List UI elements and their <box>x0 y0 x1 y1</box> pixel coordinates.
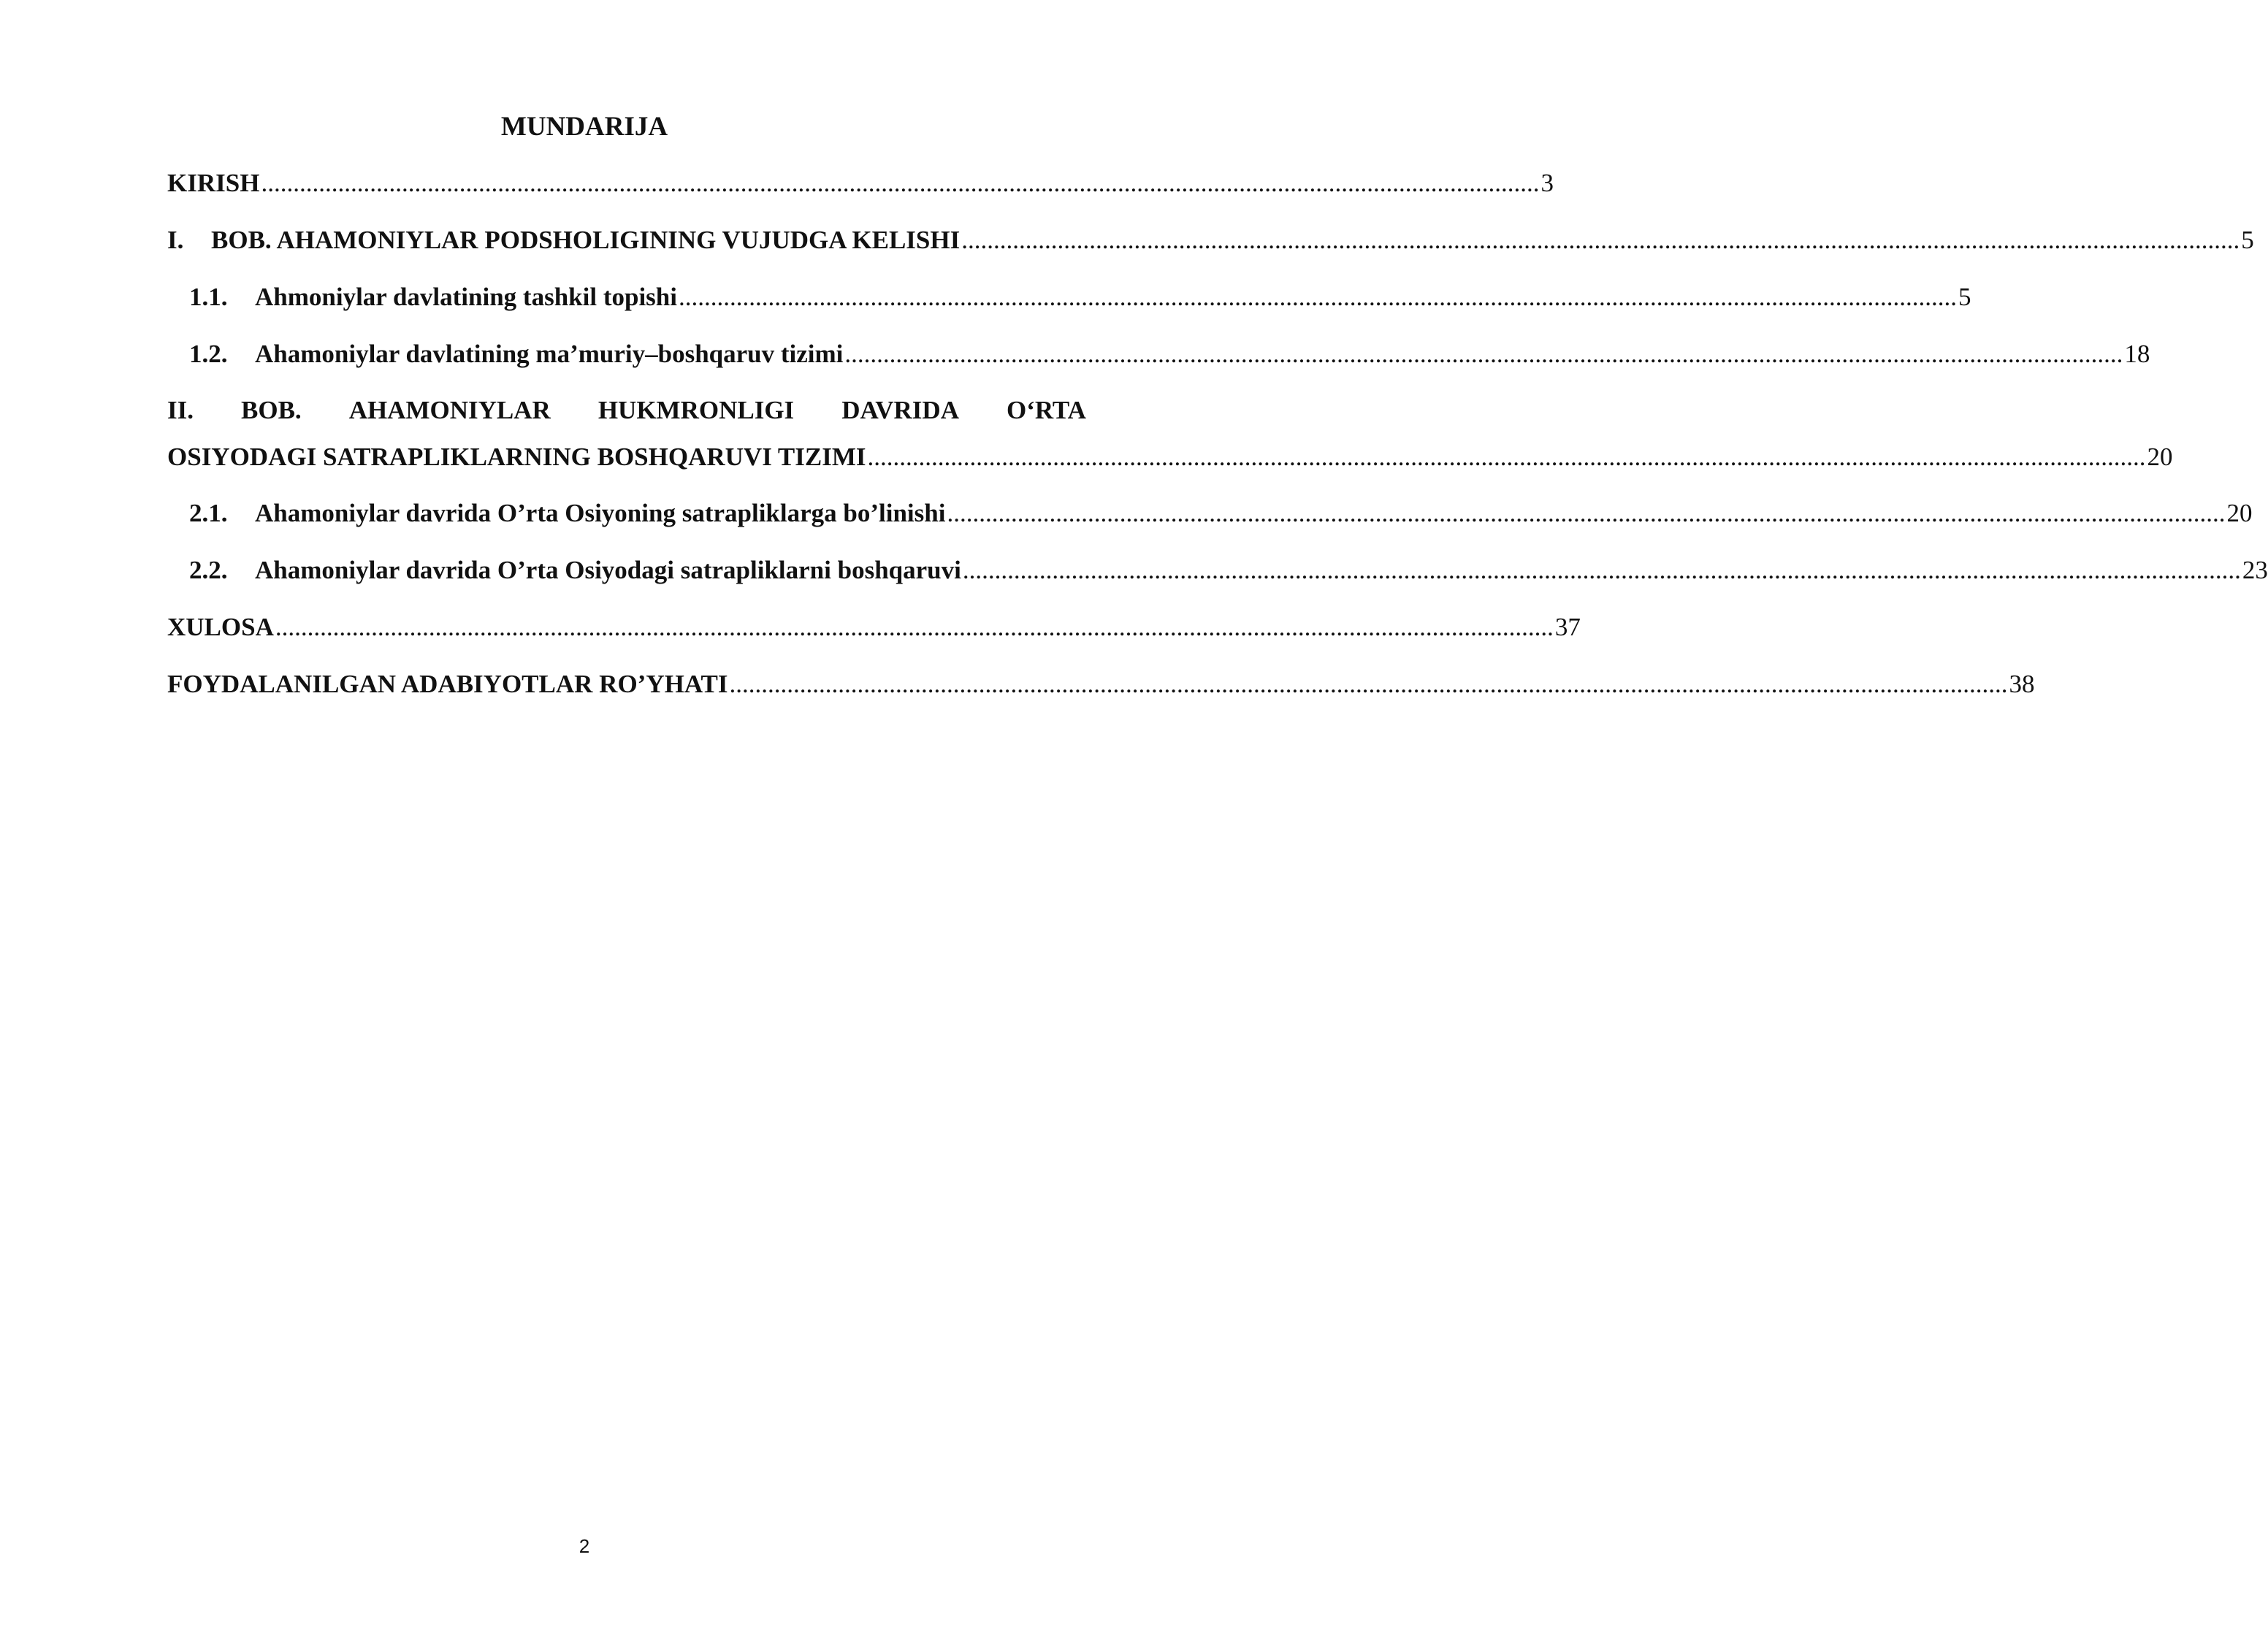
toc-entry-label: XULOSA <box>167 613 274 641</box>
toc-entry-section-2-2[interactable] <box>167 542 2268 599</box>
toc-entry-number: 2.1. <box>189 499 228 527</box>
toc-entry-label: KIRISH <box>167 169 260 197</box>
toc-entry-word: BOB. <box>241 396 302 424</box>
toc-entry-word: DAVRIDA <box>841 396 959 424</box>
toc-leader-dots: ........................................................................................................................................................................................................ <box>261 169 1540 197</box>
toc-entry-label: Ahamoniylar davlatining ma’muriy–boshqaruv tizimi <box>255 340 844 368</box>
toc-entry-label: OSIYODAGI SATRAPLIKLARNING BOSHQARUVI TIZIMI <box>167 443 866 471</box>
toc-entry-chapter-2[interactable] <box>167 387 2173 485</box>
toc-entry-bibliography[interactable] <box>167 656 2035 713</box>
toc-entry-label: Ahamoniylar davrida O’rta Osiyodagi satrapliklarni boshqaruvi <box>255 556 961 584</box>
toc-entry-xulosa[interactable] <box>167 599 1581 656</box>
toc-entry-number: 1.2. <box>189 340 228 368</box>
toc-entry-chapter-1[interactable] <box>167 212 2254 269</box>
toc-entry-kirish[interactable] <box>167 155 1554 212</box>
toc-entry-page: 37 <box>1554 613 1581 641</box>
toc-entry-word: O‘RTA <box>1006 396 1086 424</box>
toc-leader-dots: ........................................................................................................................................................................................................ <box>679 283 1957 311</box>
toc-entry-section-2-1[interactable] <box>167 485 2253 542</box>
toc-entry-section-1-2[interactable] <box>167 326 2150 383</box>
toc-entry-number: 2.2. <box>189 556 228 584</box>
toc-title: MUNDARIJA <box>500 112 668 142</box>
toc-leader-dots: ........................................................................................................................................................................................................ <box>867 443 2146 471</box>
toc-leader-dots: ........................................................................................................................................................................................................ <box>947 499 2226 527</box>
table-of-contents <box>167 155 2268 713</box>
toc-entry-page: 3 <box>1540 169 1554 197</box>
toc-leader-dots: ........................................................................................................................................................................................................ <box>962 556 2241 584</box>
toc-entry-page: 23 <box>2242 556 2268 584</box>
toc-entry-label: Ahmoniylar davlatining tashkil topishi <box>255 283 677 311</box>
toc-entry-label: BOB. AHAMONIYLAR PODSHOLIGINING VUJUDGA KELISHI <box>211 226 961 254</box>
toc-entry-section-1-1[interactable] <box>167 269 1971 326</box>
page-number: 2 <box>579 1535 590 1557</box>
toc-entry-page: 18 <box>2124 340 2150 368</box>
toc-entry-page: 5 <box>2241 226 2254 254</box>
toc-leader-dots: ........................................................................................................................................................................................................ <box>729 670 2008 698</box>
toc-entry-label: FOYDALANILGAN ADABIYOTLAR RO’YHATI <box>167 670 728 698</box>
toc-entry-page: 20 <box>2226 499 2253 527</box>
toc-entry-number: I. <box>167 226 184 254</box>
toc-entry-page: 38 <box>2009 670 2035 698</box>
toc-entry-label: Ahamoniylar davrida O’rta Osiyoning satrapliklarga bo’linishi <box>255 499 946 527</box>
toc-leader-dots: ........................................................................................................................................................................................................ <box>275 613 1554 641</box>
toc-entry-page: 5 <box>1958 283 1971 311</box>
toc-leader-dots: ........................................................................................................................................................................................................ <box>844 340 2123 368</box>
toc-leader-dots: ........................................................................................................................................................................................................ <box>961 226 2240 254</box>
toc-entry-line-2 <box>167 434 2173 485</box>
toc-entry-word: AHAMONIYLAR <box>348 396 551 424</box>
toc-entry-word: II. <box>167 396 194 424</box>
toc-entry-number: 1.1. <box>189 283 228 311</box>
toc-entry-page: 20 <box>2147 443 2173 471</box>
toc-entry-line-1 <box>167 387 1086 434</box>
toc-entry-word: HUKMRONLIGI <box>597 396 795 424</box>
